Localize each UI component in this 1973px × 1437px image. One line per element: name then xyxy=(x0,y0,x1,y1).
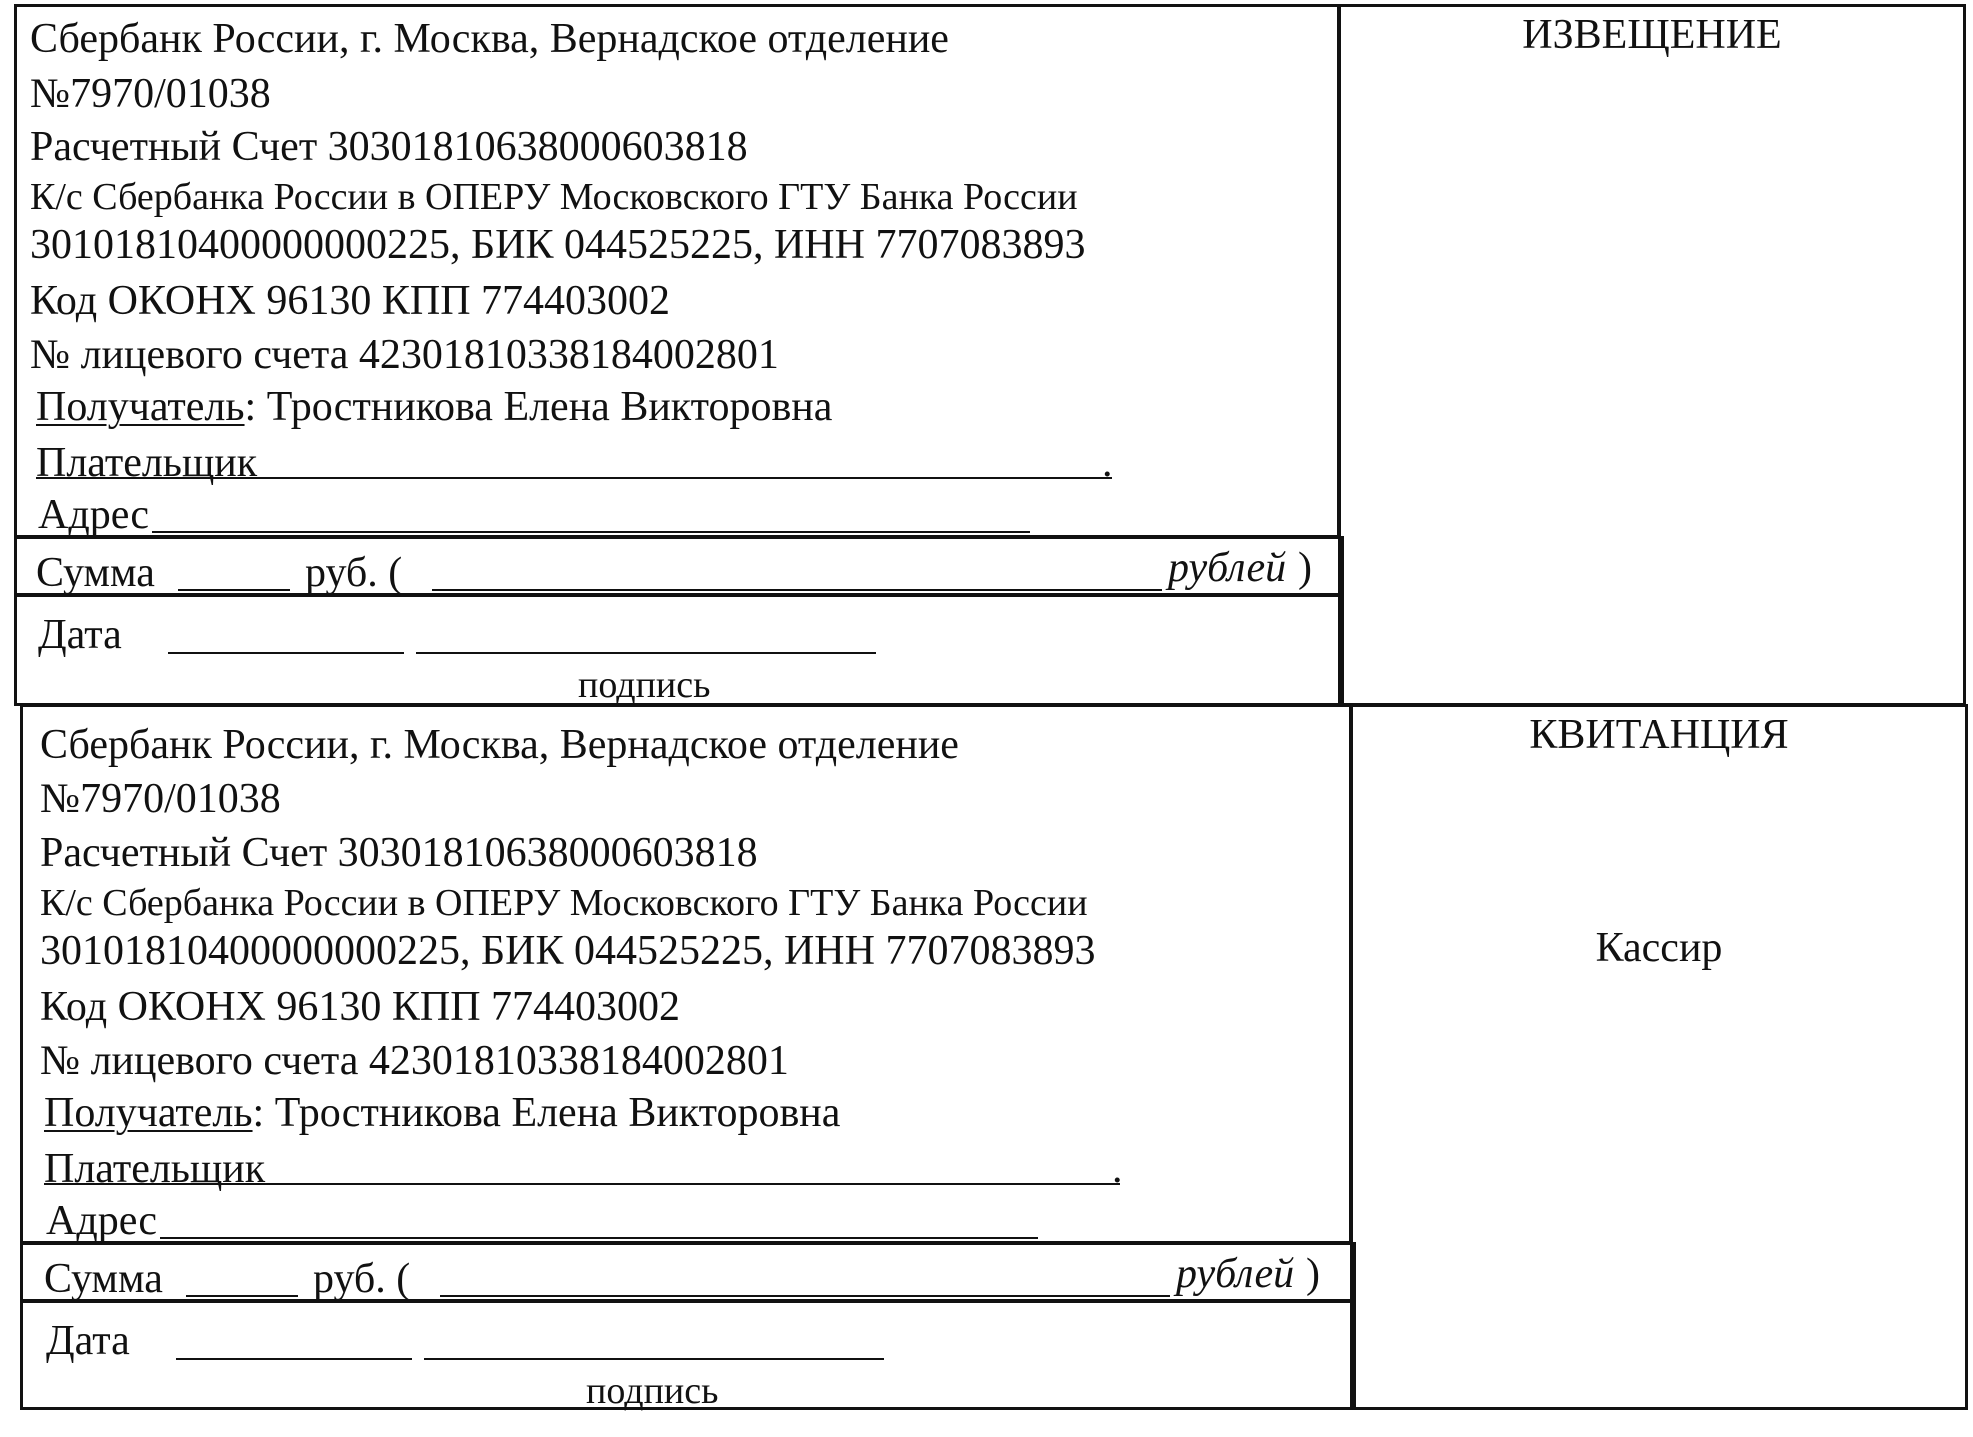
receipt-corr-account-line: К/с Сбербанка России в ОПЕРУ Московского ГТУ Банка России xyxy=(40,882,1088,924)
notice-rub-label: руб. ( xyxy=(305,550,403,596)
notice-personal-account-line: № лицевого счета 42301810338184002801 xyxy=(30,332,779,378)
notice-corr-account-line: К/с Сбербанка России в ОПЕРУ Московского ГТУ Банка России xyxy=(30,176,1078,218)
receipt-payer-label: Плательщик xyxy=(44,1146,266,1192)
receipt-sum-label: Сумма xyxy=(44,1256,163,1302)
receipt-bank-line: Сбербанк России, г. Москва, Вернадское отделение xyxy=(40,722,959,768)
receipt-rubles-word: рублей xyxy=(1176,1251,1295,1297)
receipt-date-field[interactable] xyxy=(176,1358,412,1360)
receipt-recipient-line xyxy=(44,1092,840,1134)
receipt-recipient-name: : Тростникова Елена Викторовна xyxy=(252,1090,841,1136)
notice-heading-box xyxy=(1338,4,1966,706)
notice-close-paren: ) xyxy=(1298,545,1312,591)
notice-signature-field[interactable] xyxy=(416,652,876,654)
notice-signature-caption: подпись xyxy=(578,664,711,706)
receipt-account-line: Расчетный Счет 30301810638000603818 xyxy=(40,830,758,876)
receipt-payer-end: . xyxy=(1112,1146,1123,1192)
receipt-heading: КВИТАНЦИЯ xyxy=(1529,712,1789,758)
receipt-heading-box xyxy=(1350,704,1968,1410)
receipt-signature-field[interactable] xyxy=(424,1358,884,1360)
notice-sum-words-field[interactable] xyxy=(432,589,1162,591)
receipt-sum-words-field[interactable] xyxy=(440,1295,1170,1297)
notice-bik-inn-line: 30101810400000000225, БИК 044525225, ИНН 7707083893 xyxy=(30,222,1086,268)
receipt-signature-caption: подпись xyxy=(586,1370,719,1412)
notice-bank-line: Сбербанк России, г. Москва, Вернадское отделение xyxy=(30,16,949,62)
notice-branch-number: №7970/01038 xyxy=(30,71,271,117)
notice-sum-label: Сумма xyxy=(36,550,155,596)
notice-account-line: Расчетный Счет 30301810638000603818 xyxy=(30,124,748,170)
notice-address-field[interactable] xyxy=(152,531,1030,533)
receipt-okonh-line: Код ОКОНХ 96130 КПП 774403002 xyxy=(40,984,681,1030)
receipt-date-label: Дата xyxy=(46,1318,130,1364)
receipt-sum-box xyxy=(20,1242,1356,1302)
notice-date-field[interactable] xyxy=(168,652,404,654)
notice-recipient-name: : Тростникова Елена Викторовна xyxy=(244,384,833,430)
notice-sum-field[interactable] xyxy=(178,589,290,591)
receipt-sum-field[interactable] xyxy=(186,1295,298,1297)
notice-payer-end: . xyxy=(1102,440,1113,486)
receipt-cashier: Кассир xyxy=(1595,925,1723,971)
receipt-address-label: Адрес xyxy=(46,1198,158,1244)
notice-payer-field[interactable] xyxy=(36,477,1112,479)
notice-date-label: Дата xyxy=(38,612,122,658)
receipt-payer-field[interactable] xyxy=(44,1183,1120,1185)
notice-heading: ИЗВЕЩЕНИЕ xyxy=(1522,12,1782,58)
notice-recipient-line xyxy=(36,386,832,428)
receipt-address-field[interactable] xyxy=(160,1237,1038,1239)
notice-address-label: Адрес xyxy=(38,492,150,538)
notice-okonh-line: Код ОКОНХ 96130 КПП 774403002 xyxy=(30,278,671,324)
receipt-close-paren: ) xyxy=(1306,1251,1320,1297)
notice-payer-label: Плательщик xyxy=(36,440,258,486)
receipt-branch-number: №7970/01038 xyxy=(40,776,281,822)
notice-rubles-word: рублей xyxy=(1168,545,1287,591)
notice-recipient-label: Получатель xyxy=(36,384,245,430)
receipt-rub-label: руб. ( xyxy=(313,1256,411,1302)
receipt-personal-account-line: № лицевого счета 42301810338184002801 xyxy=(40,1038,789,1084)
notice-sum-box xyxy=(14,536,1344,596)
receipt-bik-inn-line: 30101810400000000225, БИК 044525225, ИНН 7707083893 xyxy=(40,928,1096,974)
receipt-recipient-label: Получатель xyxy=(44,1090,253,1136)
